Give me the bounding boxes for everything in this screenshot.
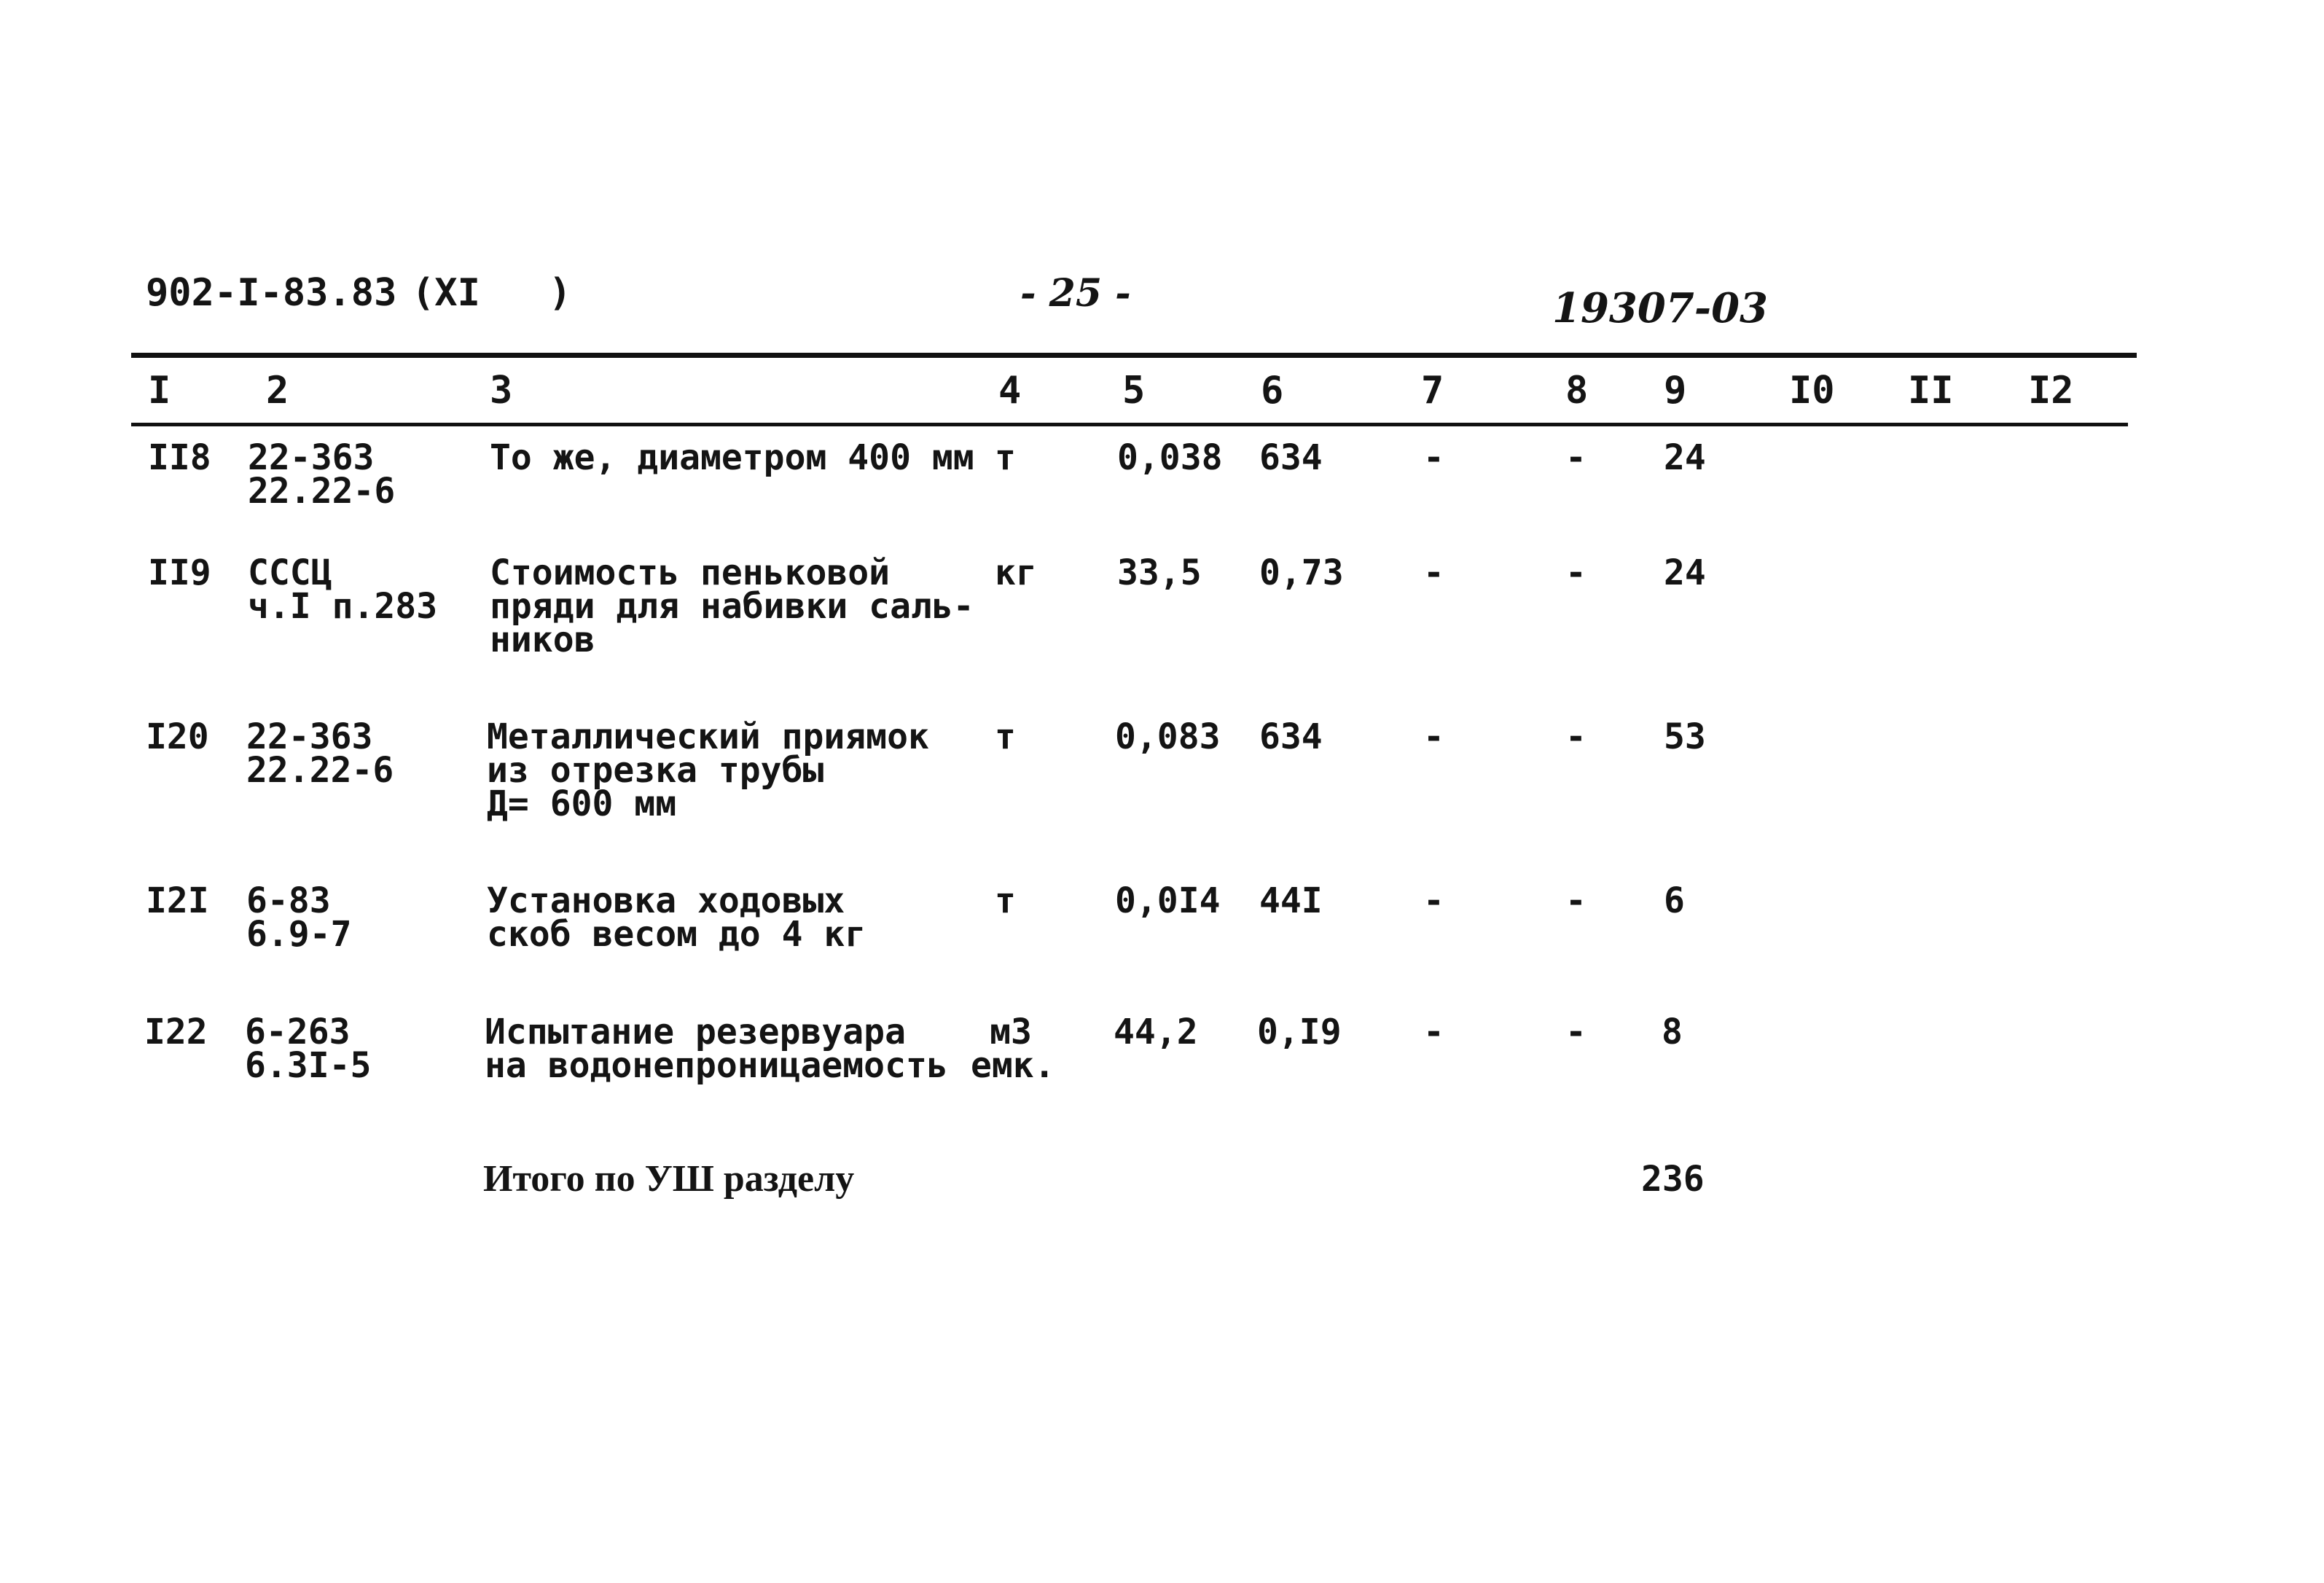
row-number: I22 — [144, 1012, 208, 1052]
col-header-7: 7 — [1421, 369, 1444, 413]
row-col7: - — [1423, 437, 1444, 478]
row-number: II9 — [148, 552, 211, 593]
row-reference: 6-263 6.3I-5 — [245, 1012, 372, 1086]
section-label: (XI ) — [412, 271, 572, 315]
row-total: 24 — [1664, 552, 1706, 593]
row-unit: кг — [995, 552, 1037, 593]
col-header-1: I — [148, 369, 171, 413]
row-name: То же, диаметром 400 мм — [490, 437, 974, 478]
row-unit: м3 емк. — [971, 1012, 1055, 1086]
row-name: Установка ходовых скоб весом до 4 кг — [487, 880, 866, 955]
row-quantity: 0,0I4 — [1115, 880, 1221, 921]
row-number: II8 — [148, 437, 211, 478]
row-quantity: 0,038 — [1117, 437, 1223, 478]
col-header-12: I2 — [2028, 369, 2074, 413]
row-reference: 6-83 6.9-7 — [246, 880, 352, 955]
col-header-10: I0 — [1789, 369, 1835, 413]
row-reference: СССЦ ч.I п.283 — [248, 552, 438, 627]
row-price: 44I — [1259, 880, 1323, 921]
row-quantity: 33,5 — [1117, 552, 1202, 593]
row-unit: т — [995, 437, 1016, 478]
row-number: I20 — [146, 716, 209, 757]
header-bottom-rule — [131, 423, 2128, 426]
row-quantity: 44,2 — [1114, 1012, 1198, 1052]
row-reference: 22-363 22.22-6 — [246, 716, 394, 791]
col-header-9: 9 — [1664, 369, 1687, 413]
col-header-2: 2 — [266, 369, 289, 413]
col-header-11: II — [1908, 369, 1954, 413]
row-unit: т — [995, 880, 1016, 921]
row-price: 0,73 — [1259, 552, 1344, 593]
row-total: 6 — [1664, 880, 1685, 921]
row-col8: - — [1565, 716, 1586, 757]
col-header-4: 4 — [998, 369, 1022, 413]
row-col7: - — [1423, 716, 1444, 757]
row-col8: - — [1565, 437, 1586, 478]
row-name: Металлический приямок из отрезка трубы Д= 600 мм — [487, 716, 929, 824]
col-header-8: 8 — [1565, 369, 1589, 413]
row-unit: т — [995, 716, 1016, 757]
summary-label: Итого по УШ разделу — [483, 1158, 855, 1200]
row-price: 634 — [1259, 437, 1323, 478]
inventory-number: 19307-03 — [1552, 284, 1768, 332]
row-name: Стоимость пеньковой пряди для набивки саль- ников — [490, 552, 974, 660]
row-col7: - — [1423, 880, 1444, 921]
row-total: 53 — [1664, 716, 1706, 757]
row-total: 24 — [1664, 437, 1706, 478]
row-quantity: 0,083 — [1115, 716, 1221, 757]
row-total: 8 — [1662, 1012, 1683, 1052]
row-col8: - — [1565, 1012, 1586, 1052]
col-header-6: 6 — [1261, 369, 1284, 413]
row-reference: 22-363 22.22-6 — [248, 437, 396, 512]
summary-total: 236 — [1641, 1159, 1705, 1200]
row-number: I2I — [146, 880, 209, 921]
col-header-3: 3 — [490, 369, 513, 413]
row-price: 0,I9 — [1257, 1012, 1342, 1052]
col-header-5: 5 — [1122, 369, 1146, 413]
page-number: - 25 - — [1020, 271, 1131, 316]
header-top-rule — [131, 353, 2137, 358]
doc-code: 902-I-83.83 — [146, 271, 397, 315]
row-col8: - — [1565, 880, 1586, 921]
row-name: Испытание резервуара на водонепроницаемость — [485, 1012, 948, 1086]
row-col7: - — [1423, 552, 1444, 593]
row-col8: - — [1565, 552, 1586, 593]
row-price: 634 — [1259, 716, 1323, 757]
row-col7: - — [1423, 1012, 1444, 1052]
